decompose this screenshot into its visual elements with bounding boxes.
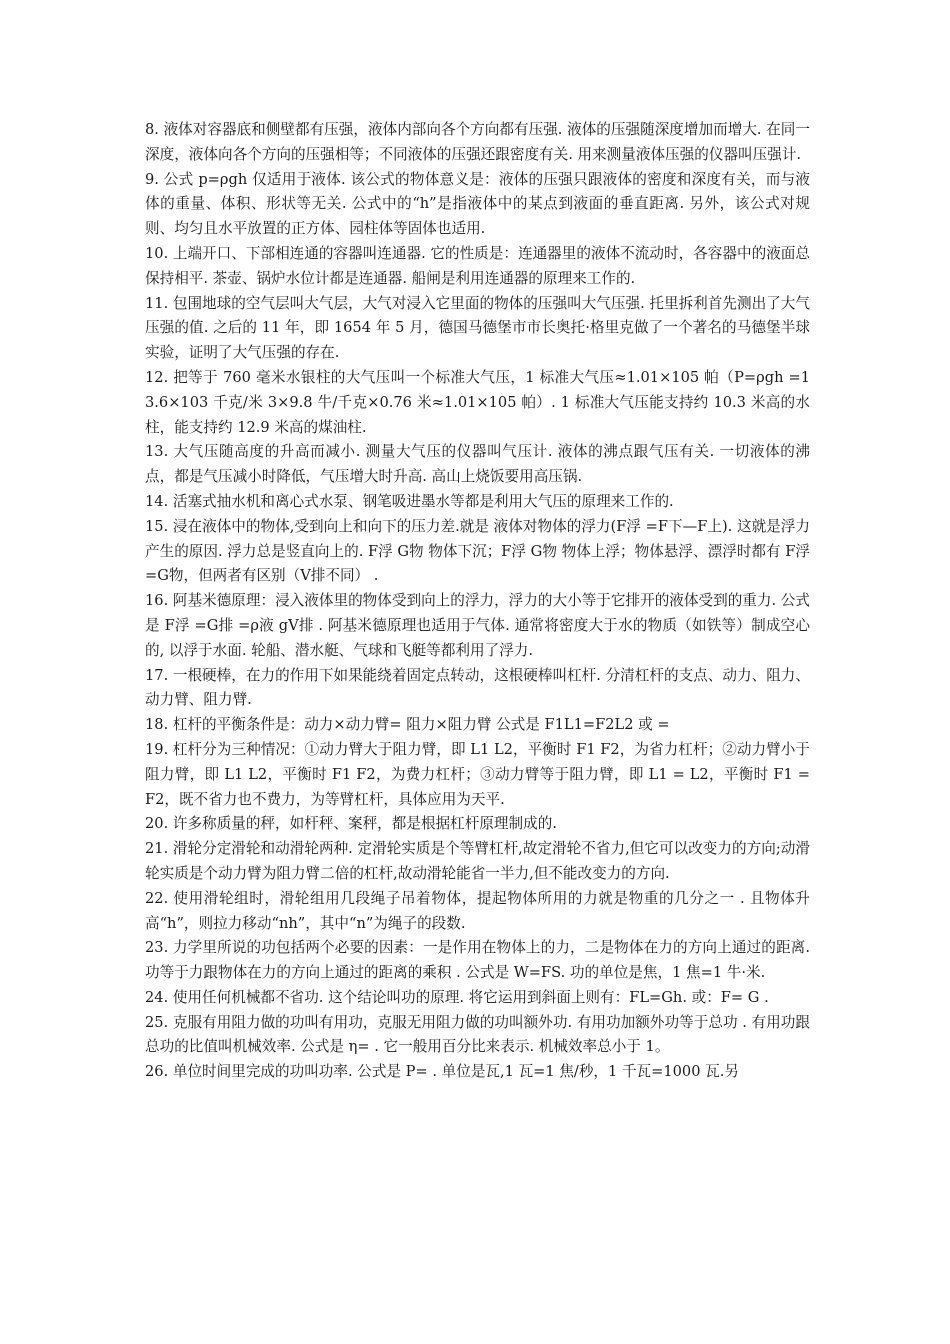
paragraph-26: 26. 单位时间里完成的功叫功率. 公式是 P= . 单位是瓦,1 瓦=1 焦/秒，1 千瓦=1000 瓦.另 (145, 1063, 739, 1081)
paragraph-8: 8. 液体对容器底和侧壁都有压强，液体内部向各个方向都有压强. 液体的压强随深度增加而增大. 在同一深度，液体向各个方向的压强相等；不同液体的压强还跟密度有关. 用来测量液体压强的仪器叫压强计. (145, 121, 810, 163)
paragraph-14: 14. 活塞式抽水机和离心式水泵、钢笔吸进墨水等都是利用大气压的原理来工作的. (145, 492, 674, 510)
paragraph-15: 15. 浸在液体中的物体,受到向上和向下的压力差.就是 液体对物体的浮力(F浮 =F下—F上). 这就是浮力产生的原因. 浮力总是竖直向上的. F浮 G物 物体下沉；F浮 G物 物体上浮；物体悬浮、漂浮时都有 F浮 =G物，但两者有区别（V排不同） . (145, 517, 810, 585)
paragraph-20: 20. 许多称质量的秤，如杆秤、案秤，都是根据杠杆原理制成的. (145, 815, 557, 833)
paragraph-12: 12. 把等于 760 毫米水银柱的大气压叫一个标准大气压，1 标准大气压≈1.01×105 帕（P=ρgh =13.6×103 千克/米 3×9.8 牛/千克×0.76 米≈1.01×105 帕）. 1 标准大气压能支持约 10.3 米高的水柱，能支持约 12.9 米高的煤油柱. (145, 368, 810, 436)
paragraph-13: 13. 大气压随高度的升高而减小. 测量大气压的仪器叫气压计. 液体的沸点跟气压有关. 一切液体的沸点，都是气压减小时降低，气压增大时升高. 高山上烧饭要用高压锅. (145, 443, 810, 486)
paragraph-11: 11. 包围地球的空气层叫大气层，大气对浸入它里面的物体的压强叫大气压强. 托里拆利首先测出了大气压强的值. 之后的 11 年，即 1654 年 5 月，德国马德堡市市长奥托·格里克做了一个著名的马德堡半球实验，证明了大气压强的存在. (145, 294, 810, 362)
paragraph-22: 22. 使用滑轮组时，滑轮组用几段绳子吊着物体，提起物体所用的力就是物重的几分之一 . 且物体升高“h”，则拉力移动“nh”，其中“n”为绳子的段数. (145, 889, 810, 932)
paragraph-9: 9. 公式 p=ρgh 仅适用于液体. 该公式的物体意义是：液体的压强只跟液体的密度和深度有关，而与液体的重量、体积、形状等无关. 公式中的“h”是指液体中的某点到液面的垂直距离. 另外，该公式对规则、均匀且水平放置的正方体、园柱体等固体也适用. (145, 170, 810, 238)
paragraph-19: 19. 杠杆分为三种情况：①动力臂大于阻力臂，即 L1 L2，平衡时 F1 F2，为省力杠杆；②动力臂小于阻力臂，即 L1 L2，平衡时 F1 F2，为费力杠杆；③动力臂等于阻力臂，即 L1 = L2，平衡时 F1 = F2，既不省力也不费力，为等臂杠杆，具体应用为天平. (145, 740, 810, 808)
paragraph-17: 17. 一根硬棒，在力的作用下如果能绕着固定点转动，这根硬棒叫杠杆. 分清杠杆的支点、动力、阻力、动力臂、阻力臂. (145, 666, 810, 709)
paragraph-18: 18. 杠杆的平衡条件是：动力×动力臂= 阻力×阻力臂 公式是 F1L1=F2L2 或 = (145, 716, 670, 734)
paragraph-25: 25. 克服有用阻力做的功叫有用功，克服无用阻力做的功叫额外功. 有用功加额外功等于总功 . 有用功跟总功的比值叫机械效率. 公式是 η= . 它一般用百分比来表示. 机械效率总小于 1。 (145, 1013, 810, 1056)
paragraph-10: 10. 上端开口、下部相连通的容器叫连通器. 它的性质是：连通器里的液体不流动时，各容器中的液面总保持相平. 茶壶、锅炉水位计都是连通器. 船闸是利用连通器的原理来工作的. (145, 244, 810, 287)
paragraph-23: 23. 力学里所说的功包括两个必要的因素：一是作用在物体上的力，二是物体在力的方向上通过的距离. 功等于力跟物体在力的方向上通过的距离的乘积 . 公式是 W=FS. 功的单位是焦，1 焦=1 牛·米. (145, 939, 810, 982)
document-body (145, 118, 810, 1085)
paragraph-21: 21. 滑轮分定滑轮和动滑轮两种. 定滑轮实质是个等臂杠杆,故定滑轮不省力,但它可以改变力的方向;动滑轮实质是个动力臂为阻力臂二倍的杠杆,故动滑轮能省一半力,但不能改变力的方向. (145, 840, 810, 882)
paragraph-16: 16. 阿基米德原理：浸入液体里的物体受到向上的浮力，浮力的大小等于它排开的液体受到的重力. 公式是 F浮 =G排 =ρ液 gV排 . 阿基米德原理也适用于气体. 通常将密度大于水的物质（如铁等）制成空心的, 以浮于水面. 轮船、潜水艇、气球和飞艇等都利用了浮力. (145, 592, 810, 659)
paragraph-24: 24. 使用任何机械都不省功. 这个结论叫功的原理. 将它运用到斜面上则有：FL=Gh. 或：F= G . (145, 988, 769, 1006)
